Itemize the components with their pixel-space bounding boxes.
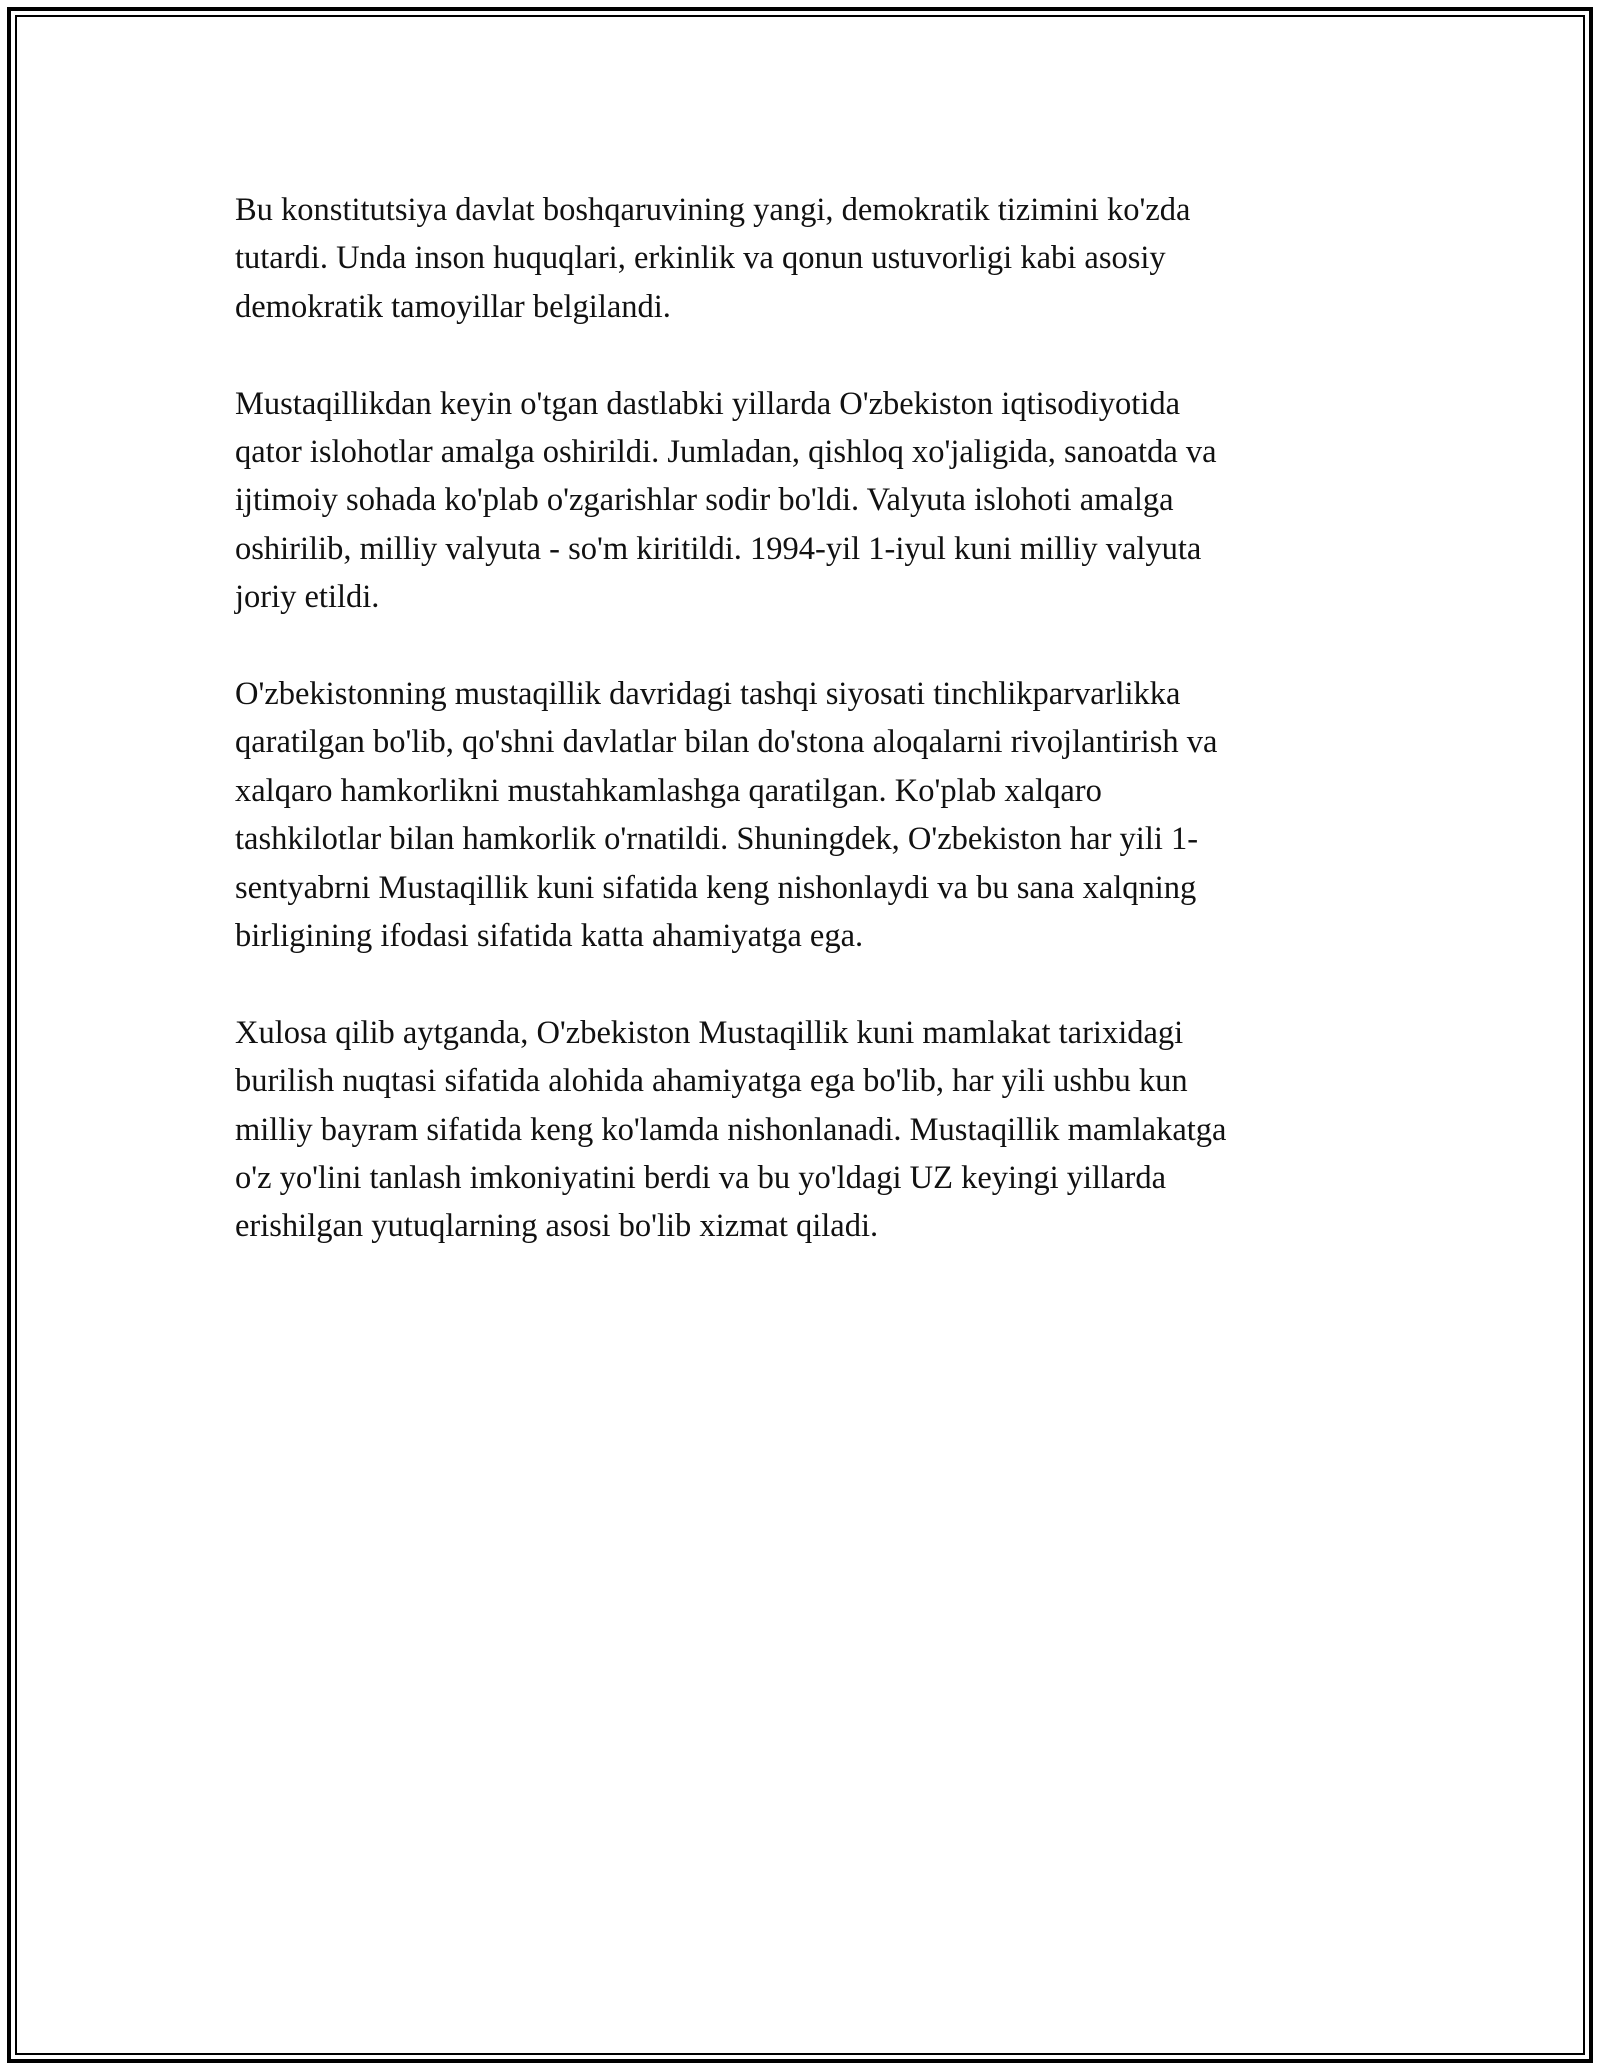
text-line: birligining ifodasi sifatida katta ahamiyatga ega. [235,918,864,955]
paragraph-foreign-policy [235,670,1365,960]
text-line: ijtimoiy sohada ko'plab o'zgarishlar sodir bo'ldi. Valyuta islohoti amalga [235,482,1174,519]
text-line: sentyabrni Mustaqillik kuni sifatida keng nishonlaydi va bu sana xalqning [235,869,1197,906]
text-line: qator islohotlar amalga oshirildi. Jumladan, qishloq xo'jaligida, sanoatda va [235,434,1217,471]
paragraph-constitution [235,186,1365,331]
text-line: milliy bayram sifatida keng ko'lamda nishonlanadi. Mustaqillik mamlakatga [235,1111,1227,1148]
text-line: Mustaqillikdan keyin o'tgan dastlabki yillarda O'zbekiston iqtisodiyotida [235,385,1181,422]
paragraph-economy [235,380,1365,622]
text-line: O'zbekistonning mustaqillik davridagi tashqi siyosati tinchlikparvarlikka [235,676,1181,713]
text-line: oshirilib, milliy valyuta - so'm kiritildi. 1994-yil 1-iyul kuni milliy valyuta [235,530,1202,567]
text-line: Bu konstitutsiya davlat boshqaruvining yangi, demokratik tizimini ko'zda [235,192,1191,228]
text-line: joriy etildi. [235,579,380,616]
document-body [235,186,1365,1299]
text-line: erishilgan yutuqlarning asosi bo'lib xizmat qiladi. [235,1208,879,1245]
paragraph-conclusion [235,1009,1365,1251]
text-line: Xulosa qilib aytganda, O'zbekiston Mustaqillik kuni mamlakat tarixidagi [235,1014,1184,1051]
text-line: xalqaro hamkorlikni mustahkamlashga qaratilgan. Ko'plab xalqaro [235,772,1102,809]
text-line: demokratik tamoyillar belgilandi. [235,288,671,325]
text-line: tutardi. Unda inson huquqlari, erkinlik va qonun ustuvorligi kabi asosiy [235,240,1166,277]
text-line: o'z yo'lini tanlash imkoniyatini berdi va bu yo'ldagi UZ keyingi yillarda [235,1160,1166,1197]
text-line: burilish nuqtasi sifatida alohida ahamiyatga ega bo'lib, har yili ushbu kun [235,1063,1188,1100]
text-line: qaratilgan bo'lib, qo'shni davlatlar bilan do'stona aloqalarni rivojlantirish va [235,724,1218,761]
text-line: tashkilotlar bilan hamkorlik o'rnatildi. Shuningdek, O'zbekiston har yili 1- [235,821,1199,858]
